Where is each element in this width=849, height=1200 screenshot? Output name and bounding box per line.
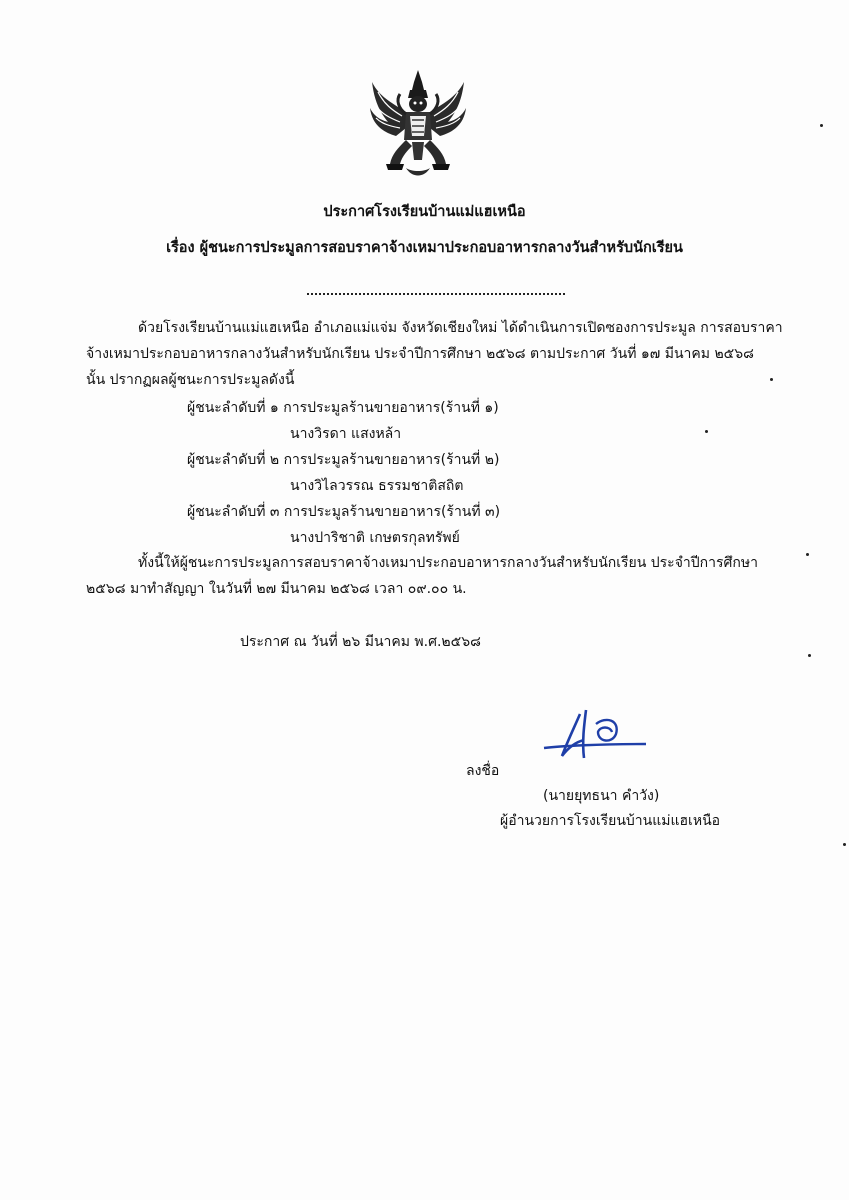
intro-line-2: จ้างเหมาประกอบอาหารกลางวันสำหรับนักเรียน ประจำปีการศึกษา ๒๕๖๘ ตามประกาศ วันที่ ๑๗ มีนาคม ๒๕๖๘ xyxy=(86,346,754,362)
winner-3-rank: ผู้ชนะลำดับที่ ๓ การประมูลร้านขายอาหาร(ร้านที่ ๓) xyxy=(187,504,501,520)
sign-label: ลงชื่อ xyxy=(466,763,500,779)
winner-1-name: นางวิรดา แสงหล้า xyxy=(290,426,402,442)
title-divider xyxy=(307,293,565,295)
document-title: ประกาศโรงเรียนบ้านแม่แฮเหนือ xyxy=(323,204,526,220)
scan-speck xyxy=(808,654,811,657)
closing-line-2: ๒๕๖๘ มาทำสัญญา ในวันที่ ๒๗ มีนาคม ๒๕๖๘ เวลา ๐๙.๐๐ น. xyxy=(86,581,467,597)
handwritten-signature xyxy=(540,708,650,770)
garuda-emblem-icon xyxy=(366,68,470,180)
scan-speck xyxy=(806,553,809,556)
announcement-date: ประกาศ ณ วันที่ ๒๖ มีนาคม พ.ศ.๒๕๖๘ xyxy=(240,634,481,650)
intro-line-3: นั้น ปรากฏผลผู้ชนะการประมูลดังนี้ xyxy=(86,372,295,388)
intro-line-1: ด้วยโรงเรียนบ้านแม่แฮเหนือ อำเภอแม่แจ่ม จังหวัดเชียงใหม่ ได้ดำเนินการเปิดซองการประมูล การสอบราคา xyxy=(138,320,783,336)
winner-3-name: นางปาริชาติ เกษตรกุลทรัพย์ xyxy=(290,530,460,546)
winner-2-name: นางวิไลวรรณ ธรรมชาติสถิต xyxy=(290,478,464,494)
scan-speck xyxy=(843,843,846,846)
scan-speck xyxy=(820,124,823,127)
scan-speck xyxy=(770,378,773,381)
winner-1-rank: ผู้ชนะลำดับที่ ๑ การประมูลร้านขายอาหาร(ร้านที่ ๑) xyxy=(187,400,499,416)
winner-2-rank: ผู้ชนะลำดับที่ ๒ การประมูลร้านขายอาหาร(ร้านที่ ๒) xyxy=(187,452,500,468)
signer-title: ผู้อำนวยการโรงเรียนบ้านแม่แฮเหนือ xyxy=(500,813,721,829)
document-subject: เรื่อง ผู้ชนะการประมูลการสอบราคาจ้างเหมาประกอบอาหารกลางวันสำหรับนักเรียน xyxy=(166,240,683,256)
closing-line-1: ทั้งนี้ให้ผู้ชนะการประมูลการสอบราคาจ้างเหมาประกอบอาหารกลางวันสำหรับนักเรียน ประจำปีการศึกษา xyxy=(138,555,758,571)
scan-speck xyxy=(705,430,708,433)
signer-name: (นายยุทธนา คำวัง) xyxy=(543,788,660,804)
